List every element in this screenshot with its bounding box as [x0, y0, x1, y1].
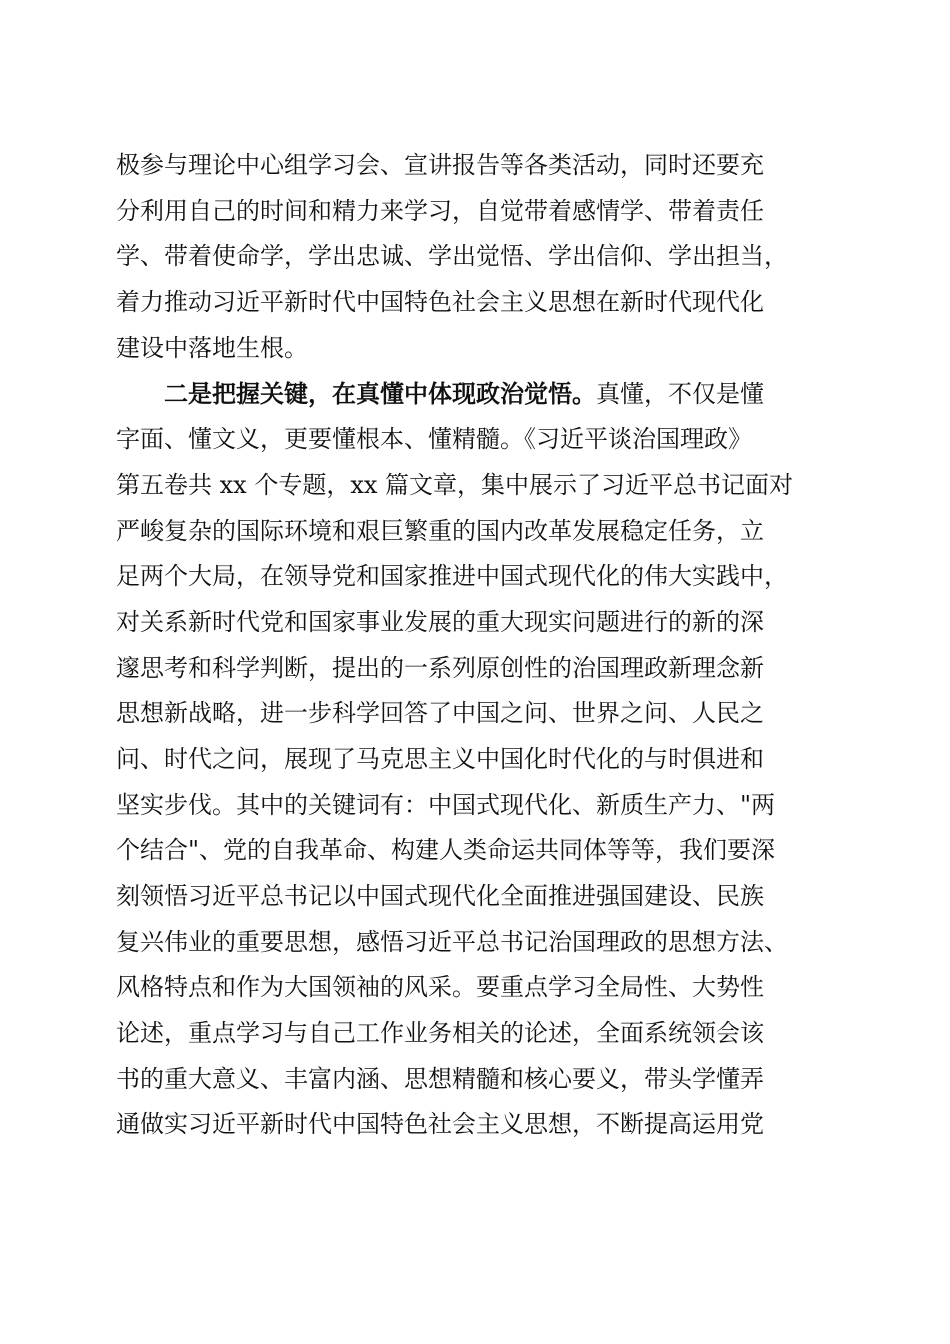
text-line: 邃思考和科学判断，提出的一系列原创性的治国理政新理念新 [116, 653, 764, 682]
text-line: 分利用自己的时间和精力来学习，自觉带着感情学、带着责任 [116, 196, 764, 225]
text-line: 严峻复杂的国际环境和艰巨繁重的国内改革发展稳定任务，立 [116, 516, 764, 545]
text-line: 思想新战略，进一步科学回答了中国之问、世界之问、人民之 [116, 699, 764, 728]
text-line: 第五卷共 xx 个专题，xx 篇文章，集中展示了习近平总书记面对 [116, 470, 794, 499]
text-line: 字面、懂文义，更要懂根本、懂精髓。《习近平谈治国理政》 [116, 425, 752, 454]
text-line: 坚实步伐。其中的关键词有：中国式现代化、新质生产力、"两 [116, 790, 776, 819]
text-line: 复兴伟业的重要思想，感悟习近平总书记治国理政的思想方法、 [116, 927, 788, 956]
text-line: 论述，重点学习与自己工作业务相关的论述，全面系统领会该 [116, 1019, 764, 1048]
text-line: 通做实习近平新时代中国特色社会主义思想，不断提高运用党 [116, 1110, 764, 1139]
paragraph-heading: 二是把握关键，在真懂中体现政治觉悟。 [164, 379, 596, 409]
text-line: 书的重大意义、丰富内涵、思想精髓和核心要义，带头学懂弄 [116, 1064, 764, 1093]
paragraph-2 [116, 371, 844, 1148]
text-line: 问、时代之问，展现了马克思主义中国化时代化的与时俱进和 [116, 744, 764, 773]
text-line: 极参与理论中心组学习会、宣讲报告等各类活动，同时还要充 [116, 151, 764, 179]
document-body [116, 143, 844, 1148]
text-line: 着力推动习近平新时代中国特色社会主义思想在新时代现代化 [116, 288, 764, 317]
text-line: 对关系新时代党和国家事业发展的重大现实问题进行的新的深 [116, 607, 764, 636]
text-line: 建设中落地生根。 [116, 333, 308, 362]
text-line: 学、带着使命学，学出忠诚、学出觉悟、学出信仰、学出担当， [116, 242, 788, 271]
paragraph-1 [116, 143, 844, 371]
paragraph-2-first-line [116, 371, 844, 417]
text-line: 风格特点和作为大国领袖的风采。要重点学习全局性、大势性 [116, 973, 764, 1002]
text-line: 刻领悟习近平总书记以中国式现代化全面推进强国建设、民族 [116, 882, 764, 910]
text-line: 个结合"、党的自我革命、构建人类命运共同体等等，我们要深 [116, 836, 776, 865]
paragraph-2-first-line-text: 真懂，不仅是懂 [596, 380, 764, 409]
text-line: 足两个大局，在领导党和国家推进中国式现代化的伟大实践中， [116, 562, 788, 591]
